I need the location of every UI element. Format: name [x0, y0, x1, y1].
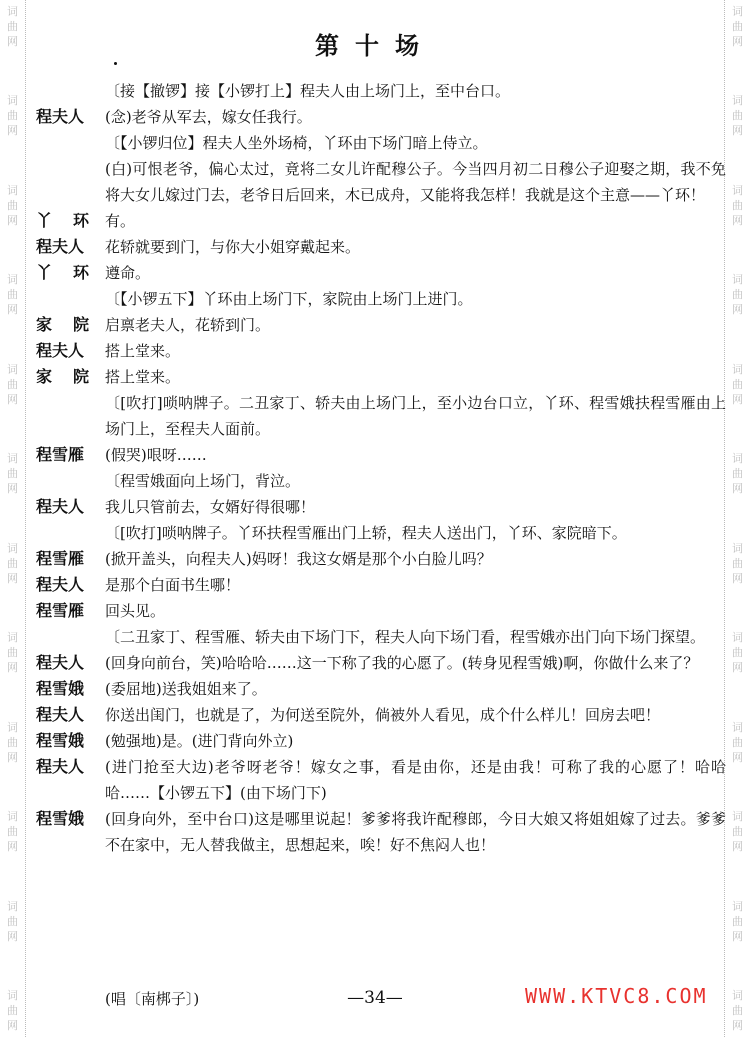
watermark-group	[7, 451, 18, 496]
watermark-group	[7, 809, 18, 854]
script-line	[36, 338, 726, 364]
line-text: 启禀老夫人，花轿到门。	[105, 316, 271, 334]
line-text: (假哭)哏呀……	[105, 446, 207, 464]
watermark-char: 曲	[7, 288, 18, 302]
watermark-char: 词	[7, 452, 18, 466]
watermark-char: 词	[7, 899, 18, 913]
scene-title: 第十场	[315, 32, 435, 60]
watermark-char: 词	[7, 810, 18, 824]
speaker-name	[36, 364, 105, 390]
watermark-group	[732, 362, 743, 407]
line-text: (念)老爷从军去，嫁女任我行。	[105, 108, 312, 126]
speaker-char: 家	[36, 315, 53, 334]
watermark-char: 词	[732, 899, 743, 913]
line-text: 我儿只管前去，女婿好得很哪！	[105, 498, 316, 516]
watermark-char: 词	[7, 183, 18, 197]
speaker-name: 程雪雁	[36, 549, 85, 568]
watermark-char: 曲	[7, 646, 18, 660]
line-text: (勉强地)是。(进门背向外立)	[105, 732, 294, 750]
speaker-char: 环	[72, 263, 89, 282]
watermark-char: 词	[7, 631, 18, 645]
watermark-group	[732, 809, 743, 854]
line-text: 回头见。	[105, 602, 166, 620]
watermark-char: 网	[7, 571, 18, 585]
watermark-char: 词	[7, 94, 18, 108]
watermark-group	[7, 899, 18, 944]
watermark-char: 曲	[732, 377, 743, 391]
speaker-name: 程雪娥	[36, 731, 85, 750]
line-text: 花轿就要到门，与你大小姐穿戴起来。	[105, 238, 361, 256]
script-line	[36, 598, 726, 624]
watermark-char: 网	[7, 750, 18, 764]
watermark-char: 网	[732, 392, 743, 406]
line-text: 〔接【撤锣】接【小锣打上】程夫人由上场门上，至中台口。	[105, 82, 511, 100]
line-text: 〔[吹打]唢呐牌子。丫环扶程雪雁出门上轿，程夫人送出门，丫环、家院暗下。	[105, 524, 627, 542]
watermark-char: 词	[7, 362, 18, 376]
right-margin-watermark	[724, 0, 750, 1037]
watermark-char: 曲	[732, 109, 743, 123]
line-text: 遵命。	[105, 264, 151, 282]
line-text: 搭上堂来。	[105, 368, 181, 386]
speaker-name	[36, 312, 105, 338]
watermark-char: 网	[7, 35, 18, 48]
line-text: (回身向外，至中台口)这是哪里说起！爹爹将我许配穆郎，今日大娘又将姐姐嫁了过去。爹爹不在家中，无人替我做主，思想起来，唉！好不焦闷人也！	[105, 810, 726, 854]
watermark-char: 曲	[7, 914, 18, 928]
watermark-group	[732, 183, 743, 228]
watermark-char: 词	[732, 452, 743, 466]
line-text: (进门抢至大边)老爷呀老爷！嫁女之事，看是由你，还是由我！可称了我的心愿了！哈哈哈……【小锣五下】(由下场门下)	[105, 758, 726, 802]
script-line	[36, 806, 726, 858]
watermark-char: 词	[7, 5, 18, 18]
watermark-char: 词	[732, 988, 743, 1002]
watermark-group	[7, 541, 18, 586]
watermark-char: 词	[732, 5, 743, 18]
watermark-group	[7, 93, 18, 138]
watermark-char: 曲	[732, 735, 743, 749]
script-line	[36, 312, 726, 338]
script-line	[36, 650, 726, 676]
speaker-name: 程夫人	[36, 237, 85, 256]
script-line	[36, 468, 726, 494]
watermark-char: 网	[7, 840, 18, 854]
left-margin-watermark	[0, 0, 26, 1037]
line-text: 〔【小锣归位】程夫人坐外场椅，丫环由下场门暗上侍立。	[105, 134, 488, 152]
line-text: 搭上堂来。	[105, 342, 181, 360]
watermark-char: 词	[732, 94, 743, 108]
script-line	[36, 728, 726, 754]
watermark-char: 网	[732, 482, 743, 496]
watermark-char: 词	[732, 541, 743, 555]
watermark-char: 词	[7, 720, 18, 734]
script-line	[36, 390, 726, 442]
watermark-char: 曲	[7, 1003, 18, 1017]
watermark-char: 曲	[732, 467, 743, 481]
script-line	[36, 260, 726, 286]
watermark-char: 曲	[732, 646, 743, 660]
watermark-group	[732, 630, 743, 675]
line-text: (掀开盖头，向程夫人)妈呀！我这女婿是那个小白脸儿吗？	[105, 550, 492, 568]
script-line	[36, 754, 726, 806]
watermark-char: 网	[732, 213, 743, 227]
line-text: 〔[吹打]唢呐牌子。二丑家丁、轿夫由上场门上，至小边台口立，丫环、程雪娥扶程雪雁由上场门上，至程夫人面前。	[105, 394, 726, 438]
watermark-char: 曲	[732, 198, 743, 212]
watermark-char: 曲	[732, 1003, 743, 1017]
watermark-group	[732, 272, 743, 317]
speaker-name: 程夫人	[36, 653, 85, 672]
script-line	[36, 156, 726, 208]
script-line	[36, 676, 726, 702]
script-body	[36, 78, 726, 858]
speaker-name: 程雪雁	[36, 445, 85, 464]
ink-dot	[114, 62, 117, 65]
watermark-char: 网	[7, 929, 18, 943]
watermark-group	[732, 541, 743, 586]
speaker-char: 丫	[36, 263, 53, 282]
watermark-char: 网	[732, 661, 743, 675]
speaker-name: 程夫人	[36, 757, 85, 776]
watermark-char: 曲	[732, 20, 743, 33]
page-number: —34—	[347, 988, 403, 1008]
watermark-char: 网	[7, 303, 18, 317]
line-text: 〔【小锣五下】丫环由上场门下，家院由上场门上进门。	[105, 290, 473, 308]
speaker-char: 家	[36, 367, 53, 386]
watermark-char: 曲	[7, 109, 18, 123]
speaker-char: 院	[72, 367, 89, 386]
speaker-name: 程雪娥	[36, 679, 85, 698]
watermark-group	[7, 362, 18, 407]
watermark-char: 曲	[7, 556, 18, 570]
line-text: (回身向前台，笑)哈哈哈……这一下称了我的心愿了。(转身见程雪娥)啊，你做什么来了？	[105, 654, 699, 672]
watermark-char: 网	[7, 1018, 18, 1032]
speaker-char: 环	[72, 211, 89, 230]
watermark-group	[7, 272, 18, 317]
watermark-char: 词	[7, 988, 18, 1002]
script-line	[36, 78, 726, 104]
watermark-char: 曲	[732, 825, 743, 839]
speaker-char: 院	[72, 315, 89, 334]
watermark-char: 网	[7, 482, 18, 496]
watermark-group	[7, 720, 18, 765]
watermark-group	[7, 183, 18, 228]
script-line	[36, 494, 726, 520]
speaker-name: 程雪雁	[36, 601, 85, 620]
watermark-group	[732, 720, 743, 765]
watermark-char: 网	[732, 1018, 743, 1032]
watermark-char: 网	[732, 571, 743, 585]
watermark-char: 词	[732, 362, 743, 376]
script-line	[36, 364, 726, 390]
watermark-char: 网	[732, 35, 743, 48]
watermark-char: 词	[732, 720, 743, 734]
watermark-group	[732, 93, 743, 138]
watermark-group	[7, 630, 18, 675]
watermark-char: 词	[732, 631, 743, 645]
speaker-name	[36, 260, 105, 286]
watermark-char: 网	[732, 929, 743, 943]
speaker-name: 程夫人	[36, 575, 85, 594]
watermark-group	[732, 899, 743, 944]
watermark-char: 网	[732, 124, 743, 138]
watermark-char: 曲	[7, 467, 18, 481]
watermark-char: 词	[732, 183, 743, 197]
watermark-char: 曲	[732, 914, 743, 928]
watermark-char: 曲	[7, 825, 18, 839]
watermark-char: 曲	[7, 735, 18, 749]
watermark-char: 曲	[732, 288, 743, 302]
script-line	[36, 572, 726, 598]
speaker-char: 丫	[36, 211, 53, 230]
script-line	[36, 104, 726, 130]
script-line	[36, 546, 726, 572]
watermark-char: 网	[7, 124, 18, 138]
speaker-name	[36, 208, 105, 234]
speaker-name: 程夫人	[36, 497, 85, 516]
watermark-char: 词	[732, 273, 743, 287]
script-line	[36, 208, 726, 234]
script-line	[36, 234, 726, 260]
script-line	[36, 624, 726, 650]
watermark-char: 网	[7, 392, 18, 406]
watermark-char: 曲	[732, 556, 743, 570]
watermark-char: 网	[732, 750, 743, 764]
speaker-name: 程夫人	[36, 107, 85, 126]
line-text: (委屈地)送我姐姐来了。	[105, 680, 267, 698]
watermark-char: 词	[732, 810, 743, 824]
watermark-char: 网	[732, 840, 743, 854]
watermark-char: 曲	[7, 198, 18, 212]
watermark-char: 词	[7, 541, 18, 555]
line-text: 你送出闺门，也就是了，为何送至院外，倘被外人看见，成个什么样儿！回房去吧！	[105, 706, 661, 724]
watermark-char: 词	[7, 273, 18, 287]
line-text: (白)可恨老爷，偏心太过，竟将二女儿许配穆公子。今当四月初二日穆公子迎娶之期，我不免将大女儿嫁过门去，老爷日后回来，木已成舟，又能将我怎样！我就是这个主意——丫环！	[105, 160, 726, 204]
speaker-name: 程夫人	[36, 705, 85, 724]
line-text: 有。	[105, 212, 136, 230]
line-text: 是那个白面书生哪！	[105, 576, 241, 594]
watermark-char: 网	[7, 213, 18, 227]
script-line	[36, 442, 726, 468]
speaker-name: 程夫人	[36, 341, 85, 360]
watermark-group	[732, 451, 743, 496]
script-line	[36, 130, 726, 156]
watermark-char: 曲	[7, 20, 18, 33]
line-text: 〔二丑家丁、程雪雁、轿夫由下场门下，程夫人向下场门看，程雪娥亦出门向下场门探望。	[105, 628, 706, 646]
script-line	[36, 520, 726, 546]
website-watermark: WWW.KTVC8.COM	[525, 984, 708, 1008]
sung-label: (唱〔南梆子〕)	[105, 990, 200, 1008]
script-line	[36, 286, 726, 312]
script-line	[36, 702, 726, 728]
line-text: 〔程雪娥面向上场门，背泣。	[105, 472, 301, 490]
watermark-char: 网	[732, 303, 743, 317]
watermark-char: 曲	[7, 377, 18, 391]
watermark-char: 网	[7, 661, 18, 675]
speaker-name: 程雪娥	[36, 809, 85, 828]
